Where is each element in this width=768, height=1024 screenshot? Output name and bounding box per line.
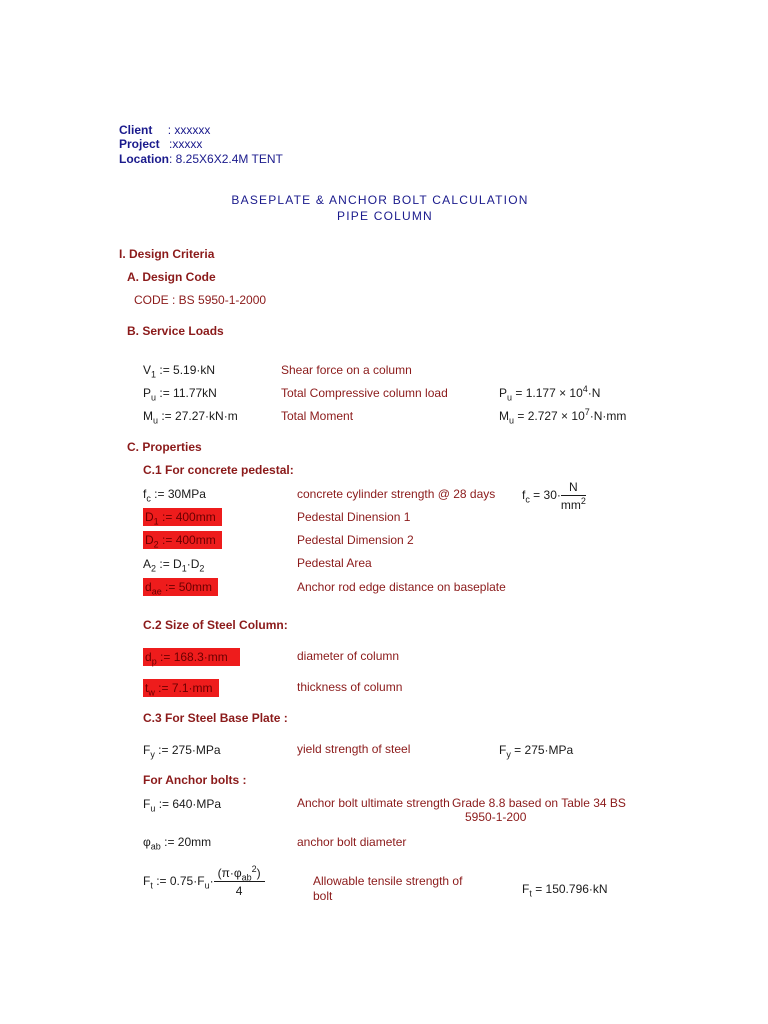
highlight-d2: $D_2$ := 400mm [143, 531, 222, 549]
eq-fu: $F_u$ := 640·MPa [143, 797, 222, 814]
eq-d2 [143, 533, 222, 550]
section-steel-column: C.2 Size of Steel Column: [143, 618, 288, 632]
eq-phi-ab: $\varphi_{ab}$ := 20mm [143, 835, 212, 852]
desc-pu: Total Compressive column load [281, 386, 448, 400]
desc-ft-line2: bolt [313, 889, 333, 903]
section-properties: C. Properties [127, 440, 202, 454]
client-value: : xxxxxx [167, 123, 211, 137]
desc-fu: Anchor bolt ultimate strength [297, 796, 450, 810]
eq-dp [143, 650, 240, 667]
fc-fraction: $\frac{N}{mm^2}$ [560, 480, 586, 512]
eq-d1 [143, 510, 222, 527]
highlight-tw: $t_w$ := 7.1·mm [143, 679, 219, 697]
highlight-d1: $D_1$ := 400mm [143, 508, 222, 526]
highlight-dae: $d_{ae}$ := 50mm [143, 578, 218, 596]
eq-v1: $V_1$ := 5.19·kN [143, 363, 216, 380]
desc-a2: Pedestal Area [297, 556, 372, 570]
result-fy: $F_y = 275\cdot MPa$ [499, 743, 574, 760]
project-value: :xxxxx [169, 137, 203, 151]
fu-note-line2: 5950-1-200 [465, 810, 527, 824]
eq-fc: $f_c$ := 30MPa [143, 487, 206, 504]
section-design-criteria: I. Design Criteria [119, 247, 215, 261]
location-row [119, 152, 283, 166]
desc-dae: Anchor rod edge distance on baseplate [297, 580, 506, 594]
client-label: Client [119, 123, 153, 137]
eq-a2: $A_2$ := $D_1\cdot D_2$ [143, 557, 205, 574]
desc-fc: concrete cylinder strength @ 28 days [297, 487, 496, 501]
eq-fy: $F_y$ := 275·MPa [143, 743, 221, 760]
eq-tw [143, 681, 219, 698]
desc-dp: diameter of column [297, 649, 400, 663]
desc-d1: Pedestal Dinension 1 [297, 510, 411, 524]
result-pu: $P_u = 1.177 \times 10^4\cdot N$ [499, 384, 601, 403]
section-base-plate: C.3 For Steel Base Plate : [143, 711, 288, 725]
page-subtitle: PIPE COLUMN [337, 209, 433, 223]
project-row [119, 137, 202, 151]
eq-dae [143, 580, 218, 597]
highlight-dp: $d_p$ := 168.3·mm [143, 648, 240, 666]
page-title: BASEPLATE & ANCHOR BOLT CALCULATION [231, 193, 529, 207]
result-mu: $M_u = 2.727 \times 10^7\cdot N\cdot mm$ [499, 407, 627, 426]
desc-ft-line1: Allowable tensile strength of [313, 874, 463, 888]
eq-ft: $F_t$ := $0.75\cdot F_u\cdot$ $\frac{(\pi\cdot\varphi_{ab}^2)}{4}$ [143, 866, 265, 898]
project-label: Project [119, 137, 160, 151]
ft-fraction: $\frac{(\pi\cdot\varphi_{ab}^2)}{4}$ [214, 866, 265, 898]
section-service-loads: B. Service Loads [127, 324, 224, 338]
desc-d2: Pedestal Dimension 2 [297, 533, 414, 547]
eq-pu: $P_u$ := 11.77kN [143, 386, 217, 403]
result-ft: $F_t = 150.796\cdot kN$ [522, 882, 608, 899]
desc-v1: Shear force on a column [281, 363, 412, 377]
desc-phi-ab: anchor bolt diameter [297, 835, 407, 849]
client-row [119, 123, 210, 137]
section-anchor-bolts: For Anchor bolts : [143, 773, 247, 787]
design-code-text: CODE : BS 5950-1-2000 [134, 293, 267, 307]
desc-tw: thickness of column [297, 680, 403, 694]
desc-mu: Total Moment [281, 409, 354, 423]
result-fc: $f_c = 30\cdot$ $\frac{N}{mm^2}$ [522, 480, 586, 512]
section-design-code: A. Design Code [127, 270, 216, 284]
eq-mu: $M_u$ := 27.27·kN·m [143, 409, 238, 426]
desc-fy: yield strength of steel [297, 742, 411, 756]
fu-note-line1: Grade 8.8 based on Table 34 BS [452, 796, 626, 810]
section-concrete-pedestal: C.1 For concrete pedestal: [143, 463, 294, 477]
location-label: Location [119, 152, 169, 166]
location-value: : 8.25X6X2.4M TENT [169, 152, 283, 166]
